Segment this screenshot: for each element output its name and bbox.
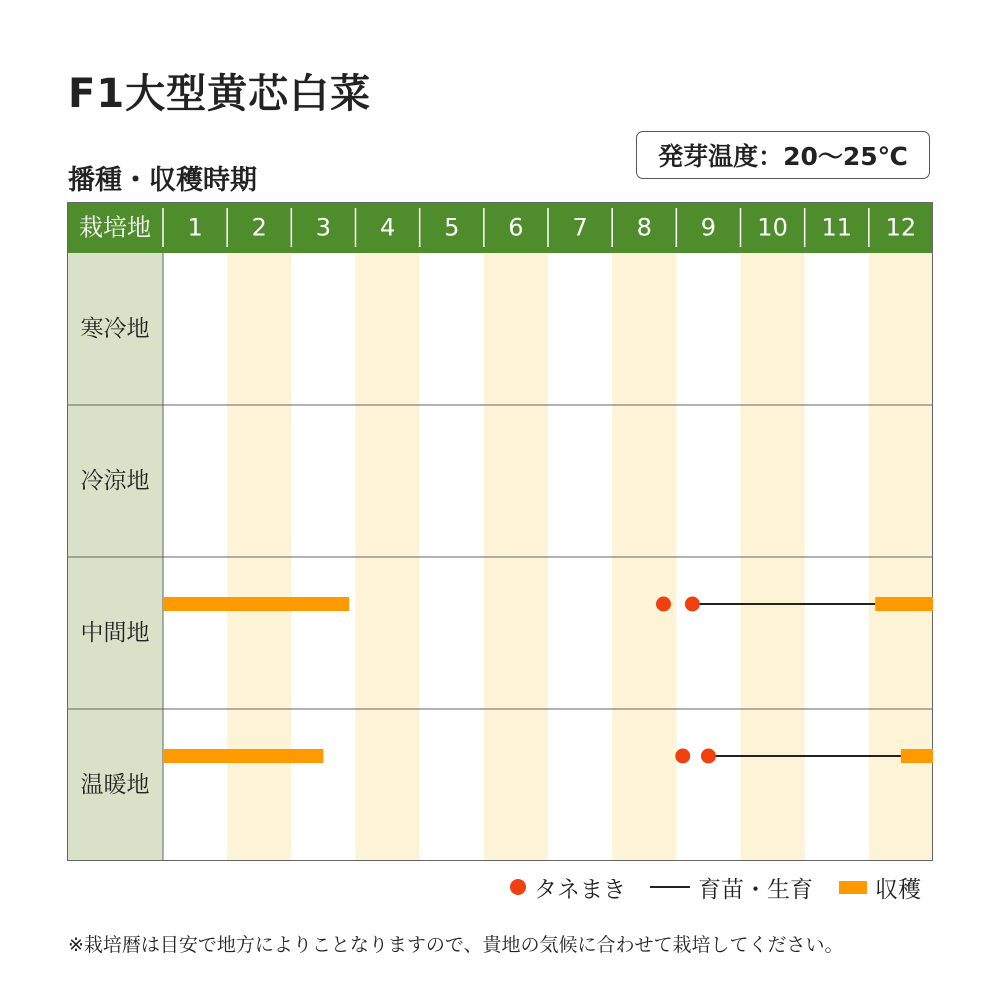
legend-item-sowing bbox=[510, 871, 626, 904]
harvest-bar bbox=[875, 597, 933, 611]
month-label-7: 7 bbox=[572, 213, 588, 242]
month-label-6: 6 bbox=[508, 213, 524, 242]
sowing-dot bbox=[675, 749, 690, 764]
chart-subtitle: 播種・収穫時期 bbox=[68, 165, 257, 196]
month-label-10: 10 bbox=[757, 213, 788, 242]
month-label-3: 3 bbox=[315, 213, 332, 242]
legend bbox=[510, 872, 921, 902]
legend-item-harvest bbox=[813, 871, 921, 904]
month-label-5: 5 bbox=[444, 213, 460, 242]
month-label-4: 4 bbox=[379, 213, 396, 242]
sowing-dot bbox=[701, 749, 716, 764]
header-label: 栽培地 bbox=[79, 213, 151, 242]
month-label-1: 1 bbox=[187, 213, 203, 242]
legend-label-harvest: 収穫 bbox=[875, 876, 921, 903]
region-label-3: 中間地 bbox=[80, 620, 150, 646]
region-label-4: 温暖地 bbox=[80, 772, 150, 798]
harvest-bar bbox=[901, 749, 933, 763]
month-label-8: 8 bbox=[636, 213, 652, 242]
month-label-12: 12 bbox=[885, 213, 917, 242]
region-label-1: 寒冷地 bbox=[80, 316, 150, 342]
legend-label-raising: 育苗・生育 bbox=[698, 876, 813, 903]
raising-line-icon bbox=[650, 886, 690, 888]
page-title: F1大型黄芯白菜 bbox=[68, 71, 372, 117]
sowing-dot bbox=[685, 597, 700, 612]
sowing-dot bbox=[656, 597, 671, 612]
cultivation-calendar-chart bbox=[67, 202, 933, 864]
legend-item-raising bbox=[626, 871, 813, 904]
month-label-9: 9 bbox=[700, 213, 717, 242]
month-label-2: 2 bbox=[251, 213, 267, 242]
sowing-dot-icon bbox=[510, 879, 526, 895]
germination-temp-badge bbox=[636, 131, 930, 179]
legend-label-sowing: タネまき bbox=[534, 876, 626, 903]
germination-temp-text: 発芽温度：20～25℃ bbox=[658, 142, 908, 171]
footnote: ※栽培暦は目安で地方によりことなりますので、貴地の気候に合わせて栽培してください。 bbox=[68, 934, 844, 956]
month-label-11: 11 bbox=[821, 213, 853, 242]
harvest-bar bbox=[163, 749, 323, 763]
region-label-2: 冷涼地 bbox=[80, 468, 150, 494]
harvest-bar bbox=[163, 597, 349, 611]
harvest-bar-icon bbox=[839, 881, 867, 894]
